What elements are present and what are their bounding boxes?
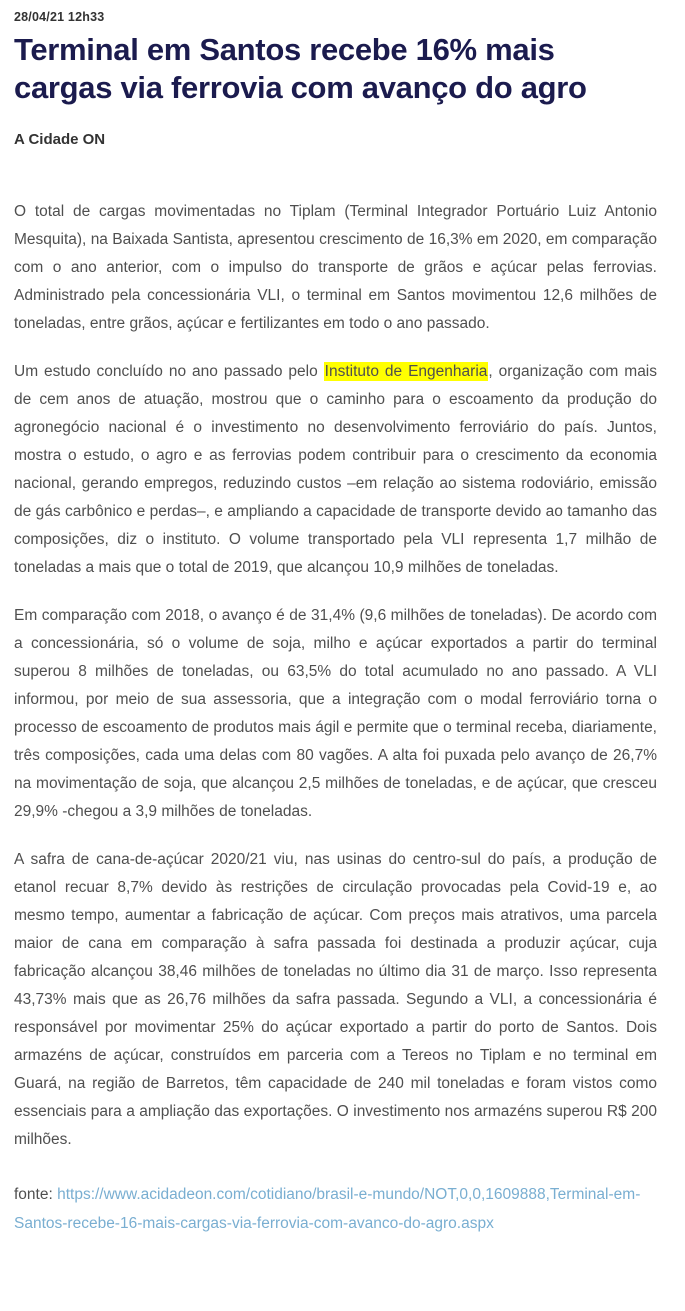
article-byline: A Cidade ON xyxy=(14,131,106,148)
article-paragraph xyxy=(14,358,657,582)
article-source xyxy=(14,1180,657,1238)
paragraph-text: , organização com mais de cem anos de atuação, mostrou que o caminho para o escoamento da produção do agronegócio nacional é o investimento no desenvolvimento ferroviário do país. Juntos, mostra o estudo, o agro e as ferrovias podem contribuir para o crescimento da economia nacional, gerando empregos, reduzindo custos –em relação ao sistema rodoviário, emissão de gás carbônico e perdas–, e ampliando a capacidade de transporte devido ao tamanho das composições, diz o instituto. O volume transportado pela VLI representa 1,7 milhão de toneladas a mais que o total de 2019, que alcançou 10,9 milhões de toneladas. xyxy=(14,363,658,576)
article-paragraph: O total de cargas movimentadas no Tiplam (Terminal Integrador Portuário Luiz Antonio Mesquita), na Baixada Santista, apresentou crescimento de 16,3% em 2020, em comparação com o ano anterior, com o impulso do transporte de grãos e açúcar pelas ferrovias. Administrado pela concessionária VLI, o terminal em Santos movimentou 12,6 milhões de toneladas, entre grãos, açúcar e fertilizantes em todo o ano passado. xyxy=(14,203,657,332)
highlighted-text: Instituto de Engenharia xyxy=(324,363,488,380)
source-link[interactable]: https://www.acidadeon.com/cotidiano/brasil-e-mundo/NOT,0,0,1609888,Terminal-em-Santos-recebe-16-mais-cargas-via-ferrovia-com-avanco-do-agro.aspx xyxy=(14,1186,641,1232)
article-datetime: 28/04/21 12h33 xyxy=(14,10,105,24)
article-body xyxy=(14,198,657,1154)
source-label: fonte: xyxy=(14,1186,58,1203)
paragraph-text: Um estudo concluído no ano passado pelo xyxy=(14,363,324,380)
article-paragraph: Em comparação com 2018, o avanço é de 31,4% (9,6 milhões de toneladas). De acordo com a concessionária, só o volume de soja, milho e açúcar exportados a partir do terminal superou 8 milhões de toneladas, ou 63,5% do total acumulado no ano passado. A VLI informou, por meio de sua assessoria, que a integração com o modal ferroviário torna o processo de escoamento de produtos mais ágil e permite que o terminal receba, diariamente, três composições, cada uma delas com 80 vagões. A alta foi puxada pelo avanço de 26,7% na movimentação de soja, que alcançou 2,5 milhões de toneladas, e de açúcar, que cresceu 29,9% -chegou a 3,9 milhões de toneladas. xyxy=(14,607,657,820)
article-paragraph: A safra de cana-de-açúcar 2020/21 viu, nas usinas do centro-sul do país, a produção de etanol recuar 8,7% devido às restrições de circulação provocadas pela Covid-19 e, ao mesmo tempo, aumentar a fabricação de açúcar. Com preços mais atrativos, uma parcela maior de cana em comparação à safra passada foi destinada a produzir açúcar, cuja fabricação alcançou 38,46 milhões de toneladas no último dia 31 de março. Isso representa 43,73% mais que as 26,76 milhões da safra passada. Segundo a VLI, a concessionária é responsável por movimentar 25% do açúcar exportado a partir do porto de Santos. Dois armazéns de açúcar, construídos em parceria com a Tereos no Tiplam e no terminal em Guará, na região de Barretos, têm capacidade de 240 mil toneladas e foram vistos como essenciais para a ampliação das exportações. O investimento nos armazéns superou R$ 200 milhões. xyxy=(14,851,657,1148)
article-title: Terminal em Santos recebe 16% mais cargas via ferrovia com avanço do agro xyxy=(14,32,587,105)
